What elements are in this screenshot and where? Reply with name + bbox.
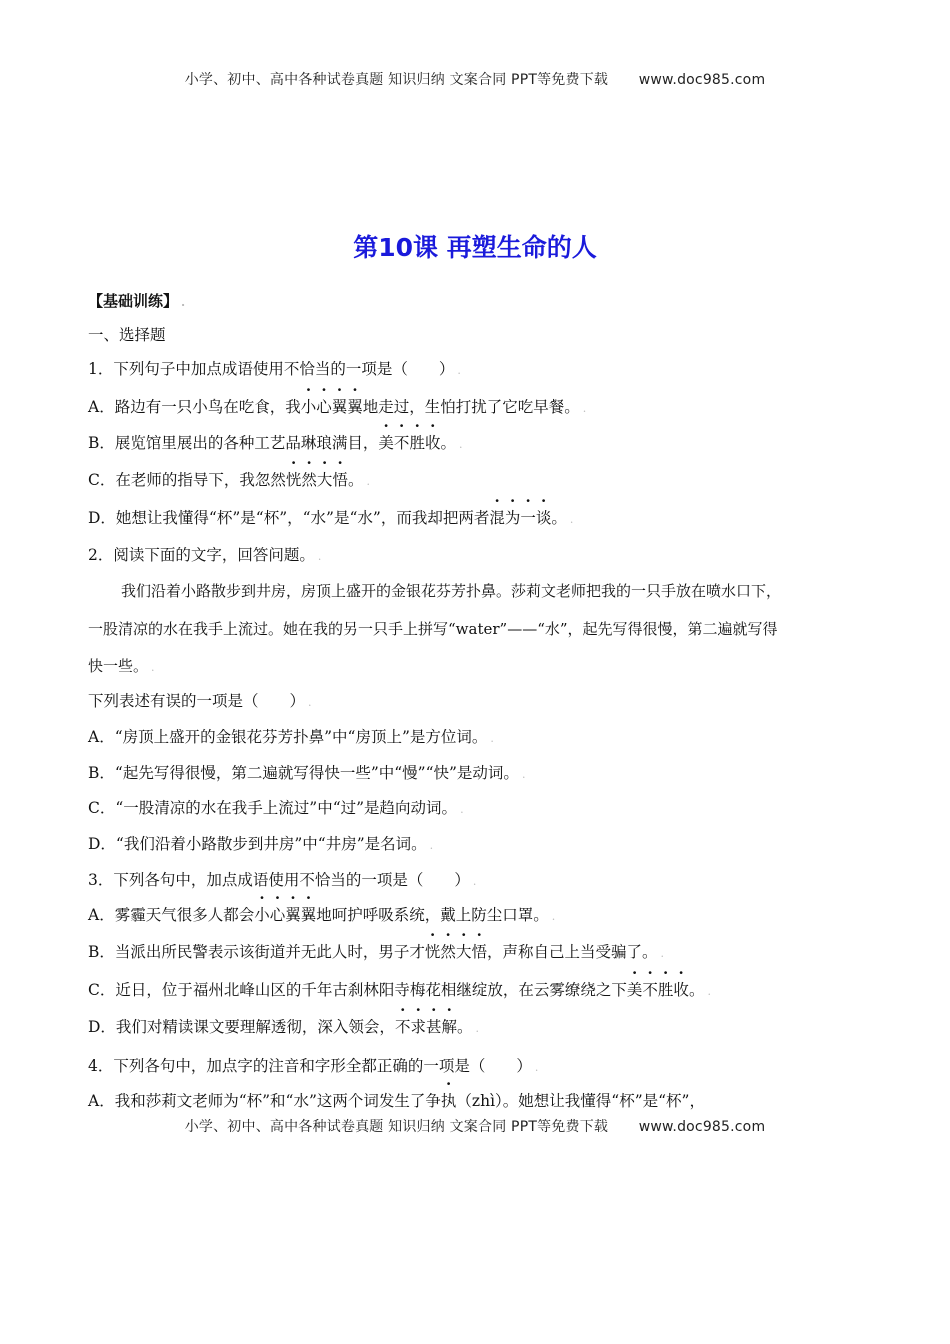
passage-line-3: 快一些。 . bbox=[88, 657, 155, 675]
question-3-option-a: A．雾霾天气很多人都会小心翼翼地呵护呼吸系统，戴上防尘口罩。 . bbox=[88, 906, 556, 924]
question-1-option-d: D．她想让我懂得“杯”是“杯”，“水”是“水”，而我却把两者混为一谈。 . bbox=[88, 509, 574, 527]
question-2-sub-stem: 下列表述有误的一项是（ ） . bbox=[88, 692, 312, 710]
question-1-option-c: C．在老师的指导下，我忽然恍然大悟。 . bbox=[88, 471, 370, 489]
page-footer bbox=[0, 1116, 950, 1136]
question-2-option-c: C．“一股清凉的水在我手上流过”中“过”是趋向动词。 . bbox=[88, 799, 464, 817]
dotted-char: 执 bbox=[440, 1092, 457, 1110]
question-3-stem: 3．下列各句中，加点成语使用不恰当的一项是（ ） . bbox=[88, 871, 477, 889]
question-2-stem: 2．阅读下面的文字，回答问题。 . bbox=[88, 546, 322, 564]
dotted-idiom: 混为一谈 bbox=[489, 509, 552, 527]
question-1-option-b: B．展览馆里展出的各种工艺品琳琅满目，美不胜收。 . bbox=[88, 434, 463, 452]
question-3-option-d: D．我们对精读课文要理解透彻，深入领会，不求甚解。 . bbox=[88, 1018, 480, 1036]
dotted-idiom: 美不胜收 bbox=[626, 981, 689, 999]
section-label: 【基础训练】 . bbox=[88, 292, 186, 310]
page-title: 第10课 再塑生命的人 bbox=[353, 233, 597, 262]
dotted-idiom: 恍然大悟 bbox=[424, 943, 487, 961]
header-text: 小学、初中、高中各种试卷真题 知识归纳 文案合同 PPT等免费下载 bbox=[184, 72, 609, 88]
dotted-idiom: 不求甚解 bbox=[394, 1018, 457, 1036]
question-4-option-a: A．我和莎莉文老师为“杯”和“水”这两个词发生了争执（zhì）。她想让我懂得“杯”是“杯”， bbox=[88, 1092, 705, 1110]
question-4-stem: 4．下列各句中，加点字的注音和字形全都正确的一项是（ ） . bbox=[88, 1057, 539, 1075]
question-2-option-a: A．“房顶上盛开的金银花芬芳扑鼻”中“房顶上”是方位词。 . bbox=[88, 728, 494, 746]
passage-line-2: 一股清凉的水在我手上流过。她在我的另一只手上拼写“water”——“水”，起先写得很慢，第二遍就写得 bbox=[88, 620, 778, 638]
passage-line-1: 我们沿着小路散步到井房，房顶上盛开的金银花芬芳扑鼻。莎莉文老师把我的一只手放在喷水口下， bbox=[121, 582, 782, 600]
dotted-idiom: 小心翼翼 bbox=[254, 906, 317, 924]
question-2-option-d: D．“我们沿着小路散步到井房”中“井房”是名词。 . bbox=[88, 835, 434, 853]
part-heading: 一、选择题 bbox=[88, 326, 166, 344]
dotted-idiom: 小心翼翼 bbox=[300, 398, 363, 416]
header-site[interactable]: www.doc985.com bbox=[638, 72, 766, 88]
dotted-idiom: 美不胜收 bbox=[378, 434, 441, 452]
footer-text: 小学、初中、高中各种试卷真题 知识归纳 文案合同 PPT等免费下载 bbox=[184, 1119, 609, 1135]
question-1-option-a: A．路边有一只小鸟在吃食，我小心翼翼地走过，生怕打扰了它吃早餐。 . bbox=[88, 398, 587, 416]
page-header bbox=[0, 69, 950, 89]
question-1-stem: 1．下列句子中加点成语使用不恰当的一项是（ ） . bbox=[88, 360, 461, 378]
question-3-option-c: C．近日，位于福州北峰山区的千年古刹林阳寺梅花相继绽放，在云雾缭绕之下美不胜收。 . bbox=[88, 981, 711, 999]
dotted-idiom: 恍然大悟 bbox=[285, 471, 348, 489]
footer-site[interactable]: www.doc985.com bbox=[638, 1119, 766, 1135]
question-2-option-b: B．“起先写得很慢，第二遍就写得快一些”中“慢”“快”是动词。 . bbox=[88, 764, 526, 782]
question-3-option-b: B．当派出所民警表示该街道并无此人时，男子才恍然大悟，声称自己上当受骗了。 . bbox=[88, 943, 664, 961]
